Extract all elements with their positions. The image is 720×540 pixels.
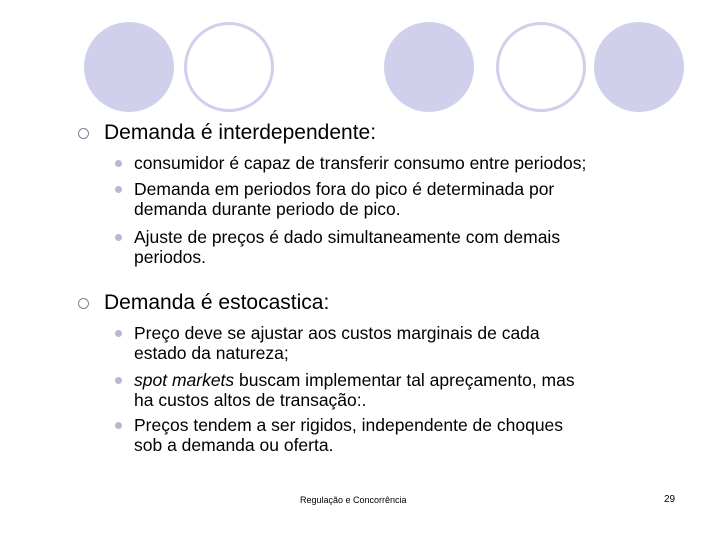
- bullet-text-continued: estado da natureza;: [134, 343, 289, 363]
- bullet-text: Preço deve se ajustar aos custos marginais de cada: [134, 323, 540, 343]
- decorative-ring-2: [184, 22, 274, 112]
- bullet-text: [134, 371, 575, 390]
- bullet-text: Ajuste de preços é dado simultaneamente com demais: [134, 227, 561, 247]
- bullet-text: Demanda em periodos fora do pico é determinada por: [134, 179, 555, 199]
- bullet-dot-icon: [115, 422, 122, 429]
- section-heading: Demanda é interdependente:: [104, 121, 377, 144]
- decorative-circle-1: [84, 22, 174, 112]
- decorative-ring-4: [496, 22, 586, 112]
- bullet-dot-icon: [115, 186, 122, 193]
- bullet-dot-icon: [115, 377, 122, 384]
- bullet-dot-icon: [115, 330, 122, 337]
- footer-title: Regulação e Concorrência: [300, 495, 407, 505]
- section-bullet-icon: [78, 298, 89, 309]
- bullet-text-continued: ha custos altos de transação:.: [134, 390, 367, 410]
- bullet-text-rest: buscam implementar tal apreçamento, mas: [234, 370, 575, 390]
- bullet-text: Preços tendem a ser rigidos, independente de choques: [134, 415, 564, 435]
- decorative-circle-5: [594, 22, 684, 112]
- bullet-text-continued: demanda durante periodo de pico.: [134, 199, 401, 219]
- decorative-circle-3: [384, 22, 474, 112]
- bullet-text-continued: sob a demanda ou oferta.: [134, 435, 334, 455]
- spot-markets-term: spot markets: [134, 370, 235, 390]
- page-number: 29: [664, 494, 676, 505]
- section-bullet-icon: [78, 128, 89, 139]
- bullet-dot-icon: [115, 234, 122, 241]
- bullet-text: consumidor é capaz de transferir consumo entre periodos;: [134, 153, 587, 173]
- bullet-text-continued: periodos.: [134, 247, 206, 267]
- section-heading: Demanda é estocastica:: [104, 291, 330, 314]
- bullet-dot-icon: [115, 160, 122, 167]
